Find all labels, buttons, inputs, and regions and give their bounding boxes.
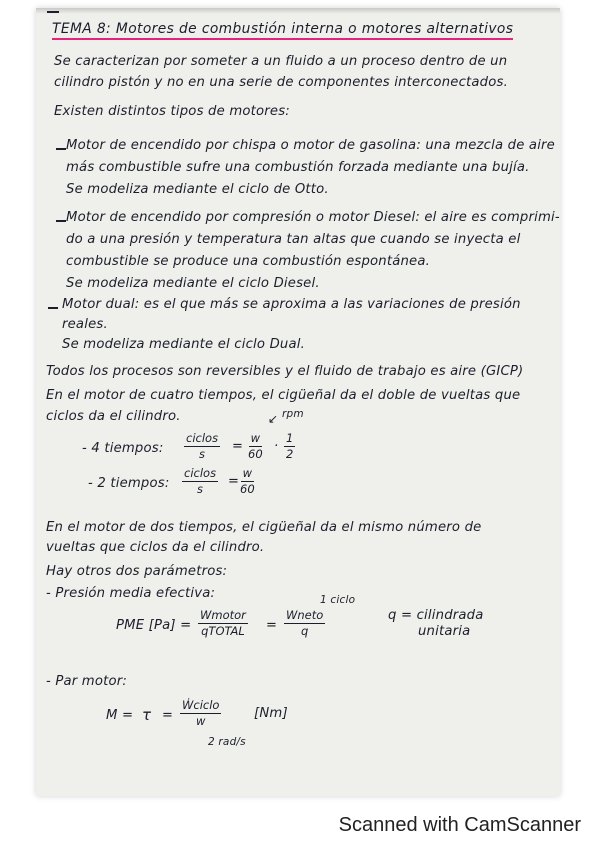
intro-line: Se caracterizan por someter a un fluido a un proceso dentro de un <box>54 54 508 69</box>
scanner-watermark: Scanned with CamScanner <box>338 814 581 836</box>
types-heading: Existen distintos tipos de motores: <box>54 104 290 119</box>
fraction-wmotor-qtotal <box>198 608 248 639</box>
par-lhs: M = <box>106 708 134 723</box>
gasolina-line: más combustible sufre una combustión forzada mediante una bujía. <box>66 160 530 175</box>
denominator: 60 <box>248 447 263 461</box>
diesel-line: Se modeliza mediante el ciclo Diesel. <box>66 276 320 291</box>
denominator: qTOTAL <box>201 624 245 638</box>
diesel-line: do a una presión y temperatura tan altas que cuando se inyecta el <box>66 232 521 247</box>
intro-line: cilindro pistón y no en una serie de componentes interconectados. <box>54 75 508 90</box>
tau-symbol: τ <box>142 706 152 724</box>
fraction-1-2 <box>284 431 295 462</box>
equals-sign: = <box>232 439 243 454</box>
omega-unit: 2 rad/s <box>208 736 246 748</box>
numerator: w <box>242 466 253 480</box>
denominator: s <box>199 447 206 461</box>
eq-label: - 4 tiempos: <box>82 441 164 456</box>
denominator: 60 <box>240 482 255 496</box>
numerator: ciclos <box>184 466 217 480</box>
rpm-annotation: rpm <box>282 408 304 420</box>
dual-line: reales. <box>62 317 108 332</box>
equals-sign: = <box>162 708 173 723</box>
denominator: q <box>300 624 309 638</box>
gasolina-line: Motor de encendido por chispa o motor de gasolina: una mezcla de aire <box>66 138 555 153</box>
diesel-line: combustible se produce una combustión espontánea. <box>66 254 431 269</box>
equals-sign: = <box>228 474 239 489</box>
bullet-dash <box>48 307 58 309</box>
equals-sign: = <box>266 618 277 633</box>
scanned-page <box>36 8 560 796</box>
fraction-w-60 <box>248 431 263 462</box>
unit-nm: [Nm] <box>254 706 288 721</box>
denominator: w <box>196 714 206 728</box>
dual-line: Motor dual: es el que más se aproxima a las variaciones de presión <box>62 297 521 312</box>
denominator: s <box>197 482 204 496</box>
denominator: 2 <box>286 447 294 461</box>
dual-line: Se modeliza mediante el ciclo Dual. <box>62 337 306 352</box>
pme-heading: - Presión media efectiva: <box>46 586 216 601</box>
page-title: TEMA 8: Motores de combustión interna o motores alternativos <box>52 21 513 40</box>
numerator: Ẇciclo <box>182 698 220 712</box>
definition-q-cont: unitaria <box>418 624 471 639</box>
superscript-1-ciclo: 1 ciclo <box>320 594 356 606</box>
fraction-ciclos-s <box>184 431 220 462</box>
dot-operator: · <box>274 439 279 454</box>
fraction-wneto-q <box>284 608 325 639</box>
procesos-line: ciclos da el cilindro. <box>46 409 181 424</box>
dos-tiempos-line: vueltas que ciclos da el cilindro. <box>46 540 265 555</box>
numerator: Wneto <box>286 608 324 622</box>
gasolina-line: Se modeliza mediante el ciclo de Otto. <box>66 182 329 197</box>
definition-q: q = cilindrada <box>388 608 484 623</box>
parametros-heading: Hay otros dos parámetros: <box>46 564 228 579</box>
dos-tiempos-line: En el motor de dos tiempos, el cigüeñal da el mismo número de <box>46 520 482 535</box>
par-heading: - Par motor: <box>46 674 128 689</box>
numerator: 1 <box>286 431 294 445</box>
procesos-line: Todos los procesos son reversibles y el fluido de trabajo es aire (GICP) <box>46 364 524 379</box>
numerator: Wmotor <box>200 608 246 622</box>
numerator: w <box>250 431 261 445</box>
numerator: ciclos <box>186 431 219 445</box>
eq-label: - 2 tiempos: <box>88 476 170 491</box>
fraction-wciclo-w <box>180 698 221 729</box>
diesel-line: Motor de encendido por compresión o motor Diesel: el aire es comprimi- <box>66 210 560 225</box>
pme-lhs: PME [Pa] = <box>116 618 192 633</box>
scan-mark <box>47 11 59 13</box>
bullet-dash <box>56 148 66 150</box>
bullet-dash <box>56 220 66 222</box>
arrow-icon: ↙ <box>268 412 279 426</box>
fraction-ciclos-s <box>182 466 218 497</box>
fraction-w-60 <box>240 466 255 497</box>
procesos-line: En el motor de cuatro tiempos, el cigüeñal da el doble de vueltas que <box>46 388 521 403</box>
